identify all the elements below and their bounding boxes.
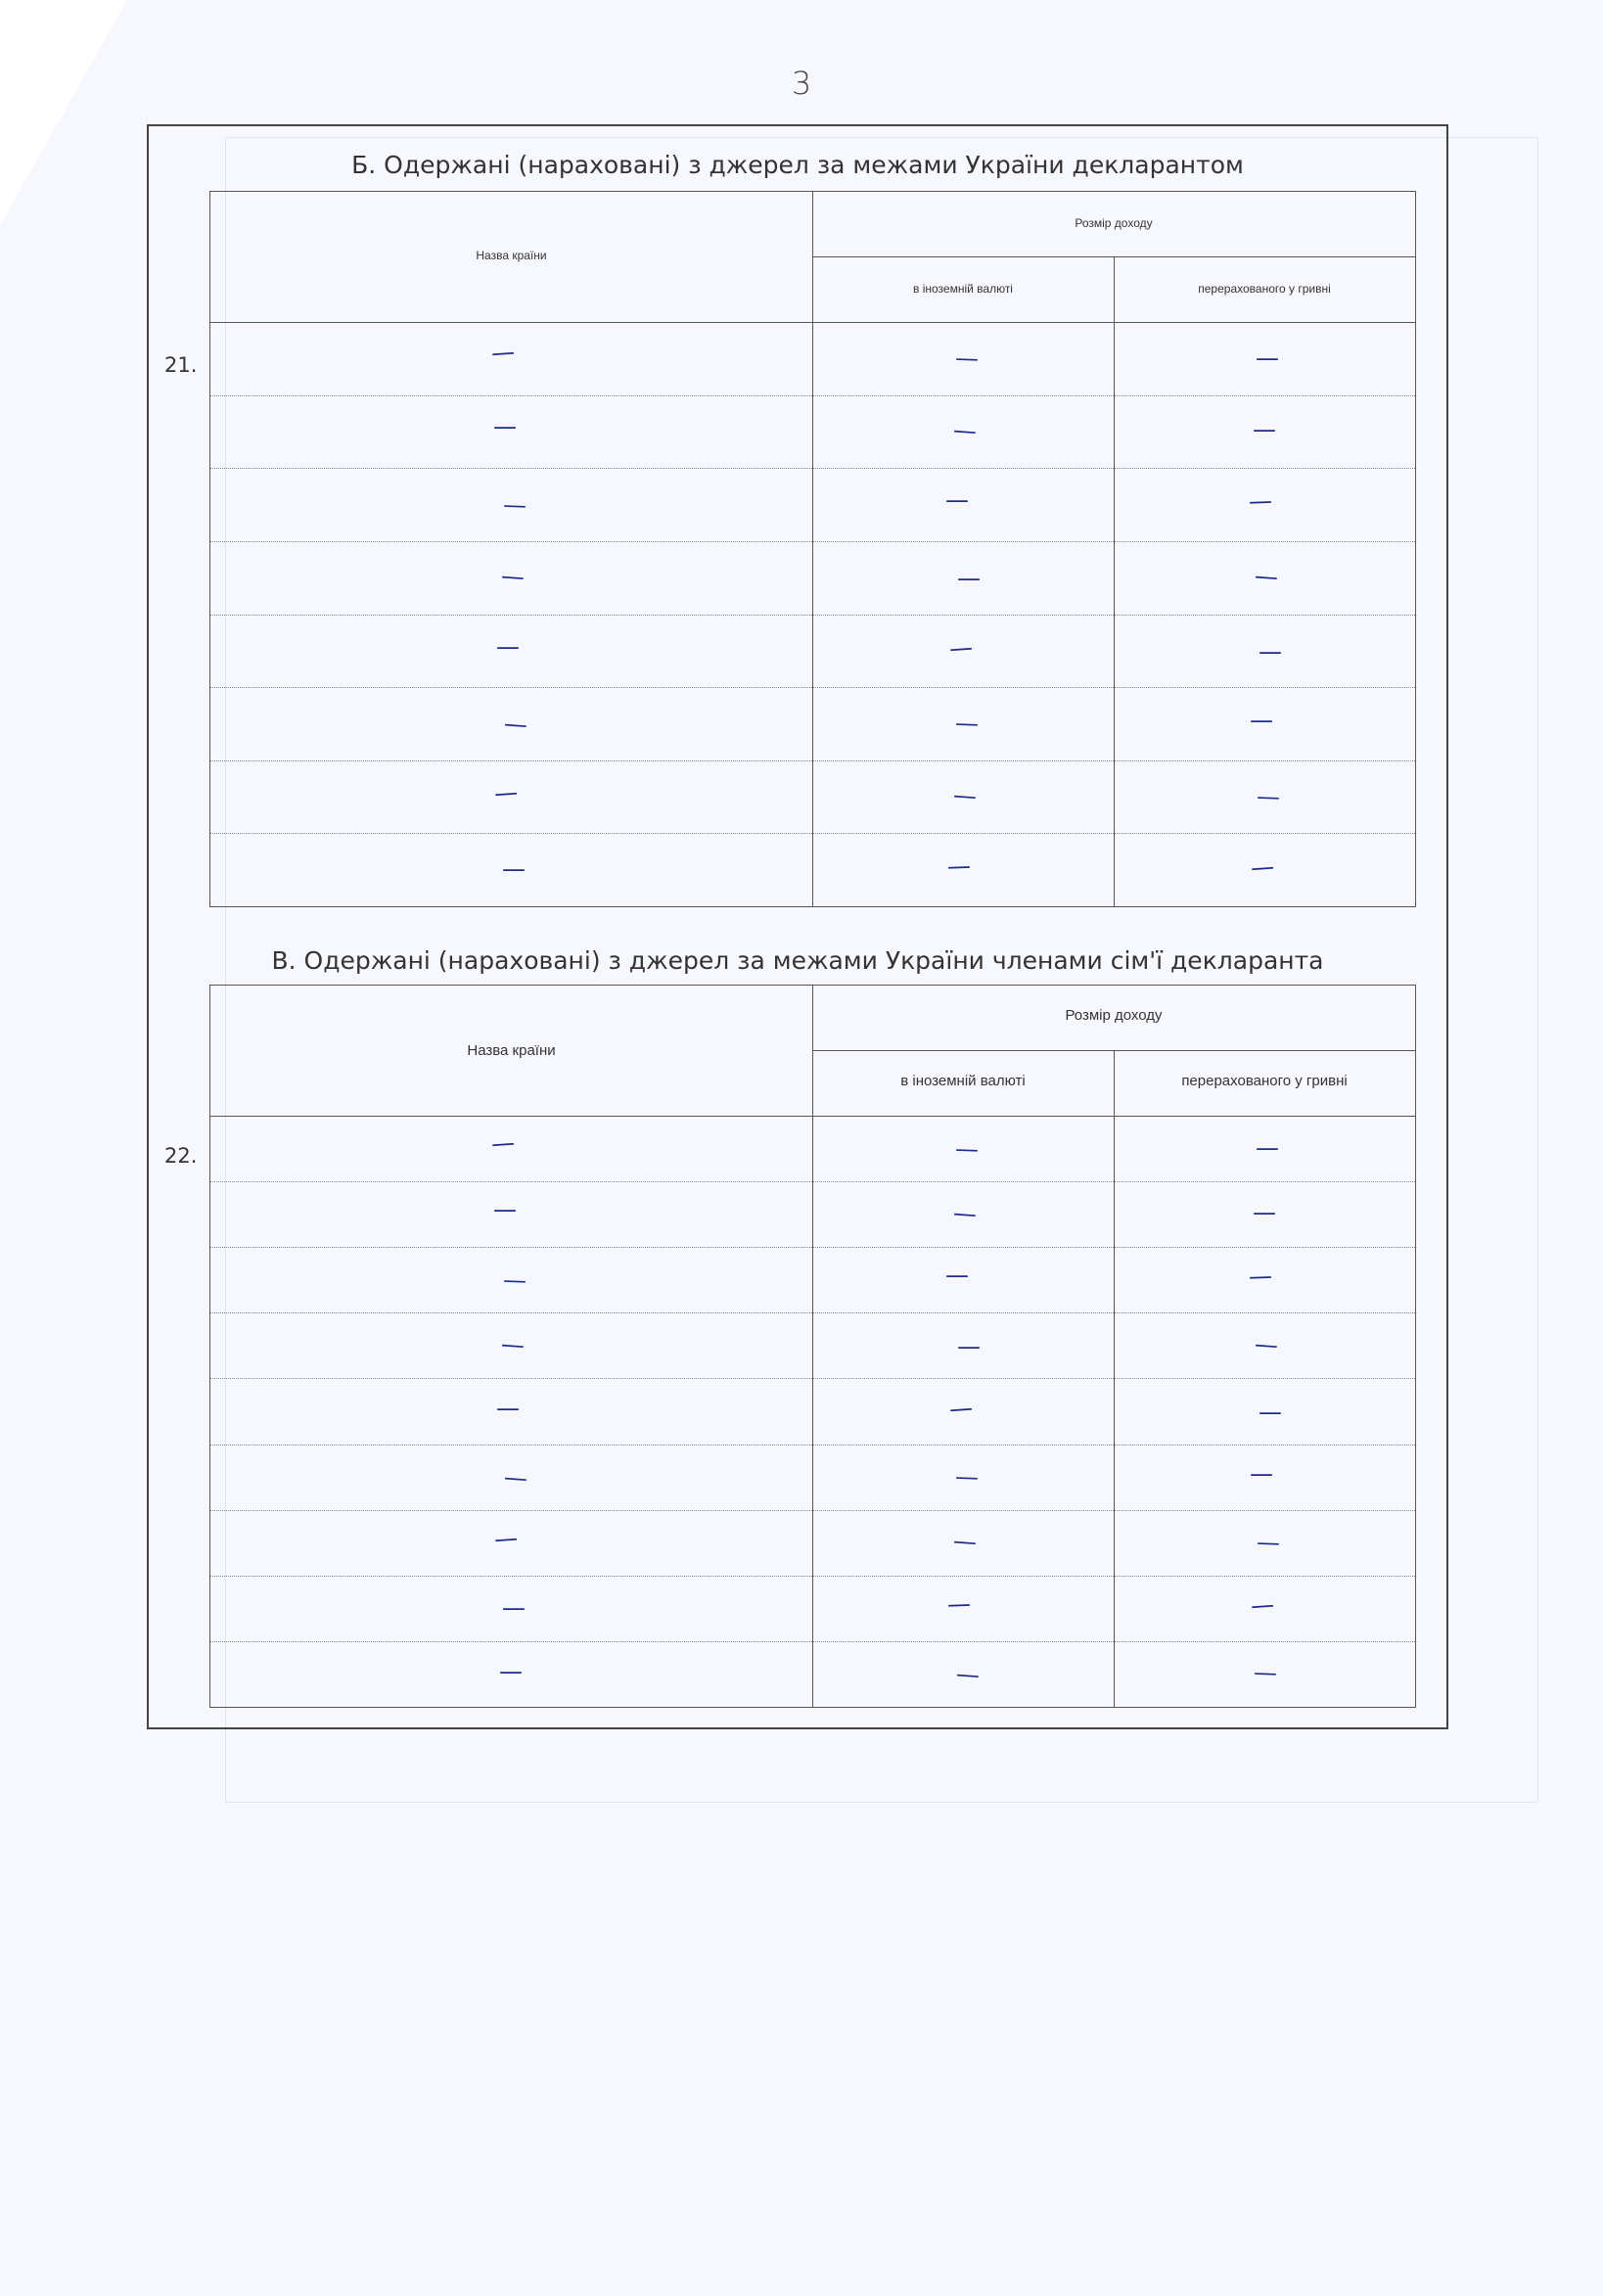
section-b-cell-dash: —: [1254, 562, 1279, 591]
section-b-cell-dash: —: [945, 485, 969, 514]
section-c-cell-dash: —: [945, 1261, 969, 1289]
section-c-row-number: 22.: [164, 1144, 198, 1168]
section-b-cell-dash: —: [957, 565, 981, 593]
section-c-cell-dash: —: [1256, 1134, 1279, 1163]
section-b-cell-dash: —: [948, 633, 974, 663]
section-c-cell-dash: —: [957, 1332, 981, 1360]
section-c-cell-dash: —: [499, 1658, 523, 1686]
section-c-title: В. Одержані (нараховані) з джерел за межами України членами сім'ї декларанта: [271, 946, 1324, 975]
section-c-cell-dash: —: [955, 1660, 981, 1689]
section-b-header-foreign-currency: в іноземній валюті: [913, 282, 1013, 296]
section-b-row-divider: [210, 541, 1415, 542]
section-b-cell-dash: —: [952, 416, 978, 445]
section-b-row-divider: [210, 615, 1415, 616]
section-c-cell-dash: —: [952, 1198, 978, 1228]
section-b-cell-dash: —: [496, 633, 520, 662]
section-c-cell-dash: —: [1253, 1198, 1276, 1226]
section-b-cell-dash: —: [946, 851, 972, 881]
section-c-row-divider: [210, 1378, 1415, 1379]
section-b-cell-dash: —: [502, 855, 526, 884]
section-c-table: [209, 985, 1416, 1708]
section-c-row-divider: [210, 1312, 1415, 1313]
section-c-cell-dash: —: [954, 1462, 980, 1492]
section-b-cell-dash: —: [1250, 706, 1273, 734]
section-c-cell-dash: —: [502, 1593, 526, 1622]
section-b-cell-dash: —: [1256, 344, 1279, 372]
section-c-header-country: Назва країни: [467, 1042, 556, 1059]
section-c-cell-dash: —: [1254, 1330, 1279, 1359]
section-c-row-divider: [210, 1576, 1415, 1577]
section-b-cell-dash: —: [502, 490, 527, 519]
section-b-header-uah: перерахованого у гривні: [1198, 282, 1331, 296]
section-b-row-divider: [210, 833, 1415, 834]
section-c-cell-dash: —: [503, 1462, 528, 1492]
section-c-row-divider: [210, 1510, 1415, 1511]
section-c-cell-dash: —: [502, 1265, 527, 1295]
section-b-cell-dash: —: [1250, 851, 1275, 882]
section-b-cell-dash: —: [952, 781, 978, 810]
section-b-row-divider: [210, 687, 1415, 688]
section-b-cell-dash: —: [1248, 486, 1273, 515]
section-c-row-divider: [210, 1445, 1415, 1446]
section-b-cell-dash: —: [493, 777, 519, 807]
section-c-cell-dash: —: [1256, 1528, 1281, 1557]
page-number: 3: [791, 65, 812, 102]
section-c-cell-dash: —: [946, 1589, 972, 1619]
section-b-cell-dash: —: [500, 562, 526, 591]
section-c-header-uah: перерахованого у гривні: [1181, 1073, 1348, 1089]
section-b-cell-dash: —: [490, 338, 516, 368]
section-c-cell-dash: —: [1253, 1658, 1278, 1687]
section-c-cell-dash: —: [490, 1127, 516, 1158]
section-c-header-income-size: Розмір доходу: [1065, 1007, 1163, 1024]
section-c-cell-dash: —: [1259, 1399, 1282, 1426]
section-c-cell-dash: —: [948, 1394, 974, 1423]
section-c-row-divider: [210, 1247, 1415, 1248]
section-b-row-divider: [210, 760, 1415, 761]
section-c-cell-dash: —: [954, 1134, 980, 1163]
section-c-row-divider: [210, 1181, 1415, 1182]
section-b-row-number: 21.: [164, 353, 198, 377]
section-b-cell-dash: —: [493, 412, 517, 440]
section-c-row-divider: [210, 1641, 1415, 1642]
section-b-table: [209, 191, 1416, 907]
section-b-header-country: Назва країни: [476, 249, 547, 262]
section-c-cell-dash: —: [493, 1195, 517, 1223]
section-c-cell-dash: —: [1248, 1262, 1273, 1291]
section-b-cell-dash: —: [954, 344, 980, 373]
section-b-cell-dash: —: [1256, 782, 1281, 811]
section-b-cell-dash: —: [1259, 637, 1282, 666]
section-c-cell-dash: —: [496, 1394, 520, 1422]
section-c-cell-dash: —: [500, 1330, 526, 1359]
section-c-header-foreign-currency: в іноземній валюті: [900, 1073, 1026, 1089]
section-c-cell-dash: —: [1250, 1590, 1275, 1621]
section-b-cell-dash: —: [954, 710, 980, 738]
section-b-cell-dash: —: [503, 710, 528, 739]
section-b-cell-dash: —: [1253, 415, 1276, 443]
section-b-header-income-size: Розмір доходу: [1075, 216, 1153, 230]
section-b-row-divider: [210, 468, 1415, 469]
section-c-cell-dash: —: [1250, 1459, 1273, 1488]
section-c-cell-dash: —: [952, 1527, 978, 1557]
section-b-title: Б. Одержані (нараховані) з джерел за межами України декларантом: [351, 151, 1244, 179]
section-c-cell-dash: —: [493, 1523, 519, 1553]
form-frame: [147, 124, 1448, 1729]
section-b-row-divider: [210, 395, 1415, 396]
folded-corner: [0, 0, 127, 225]
